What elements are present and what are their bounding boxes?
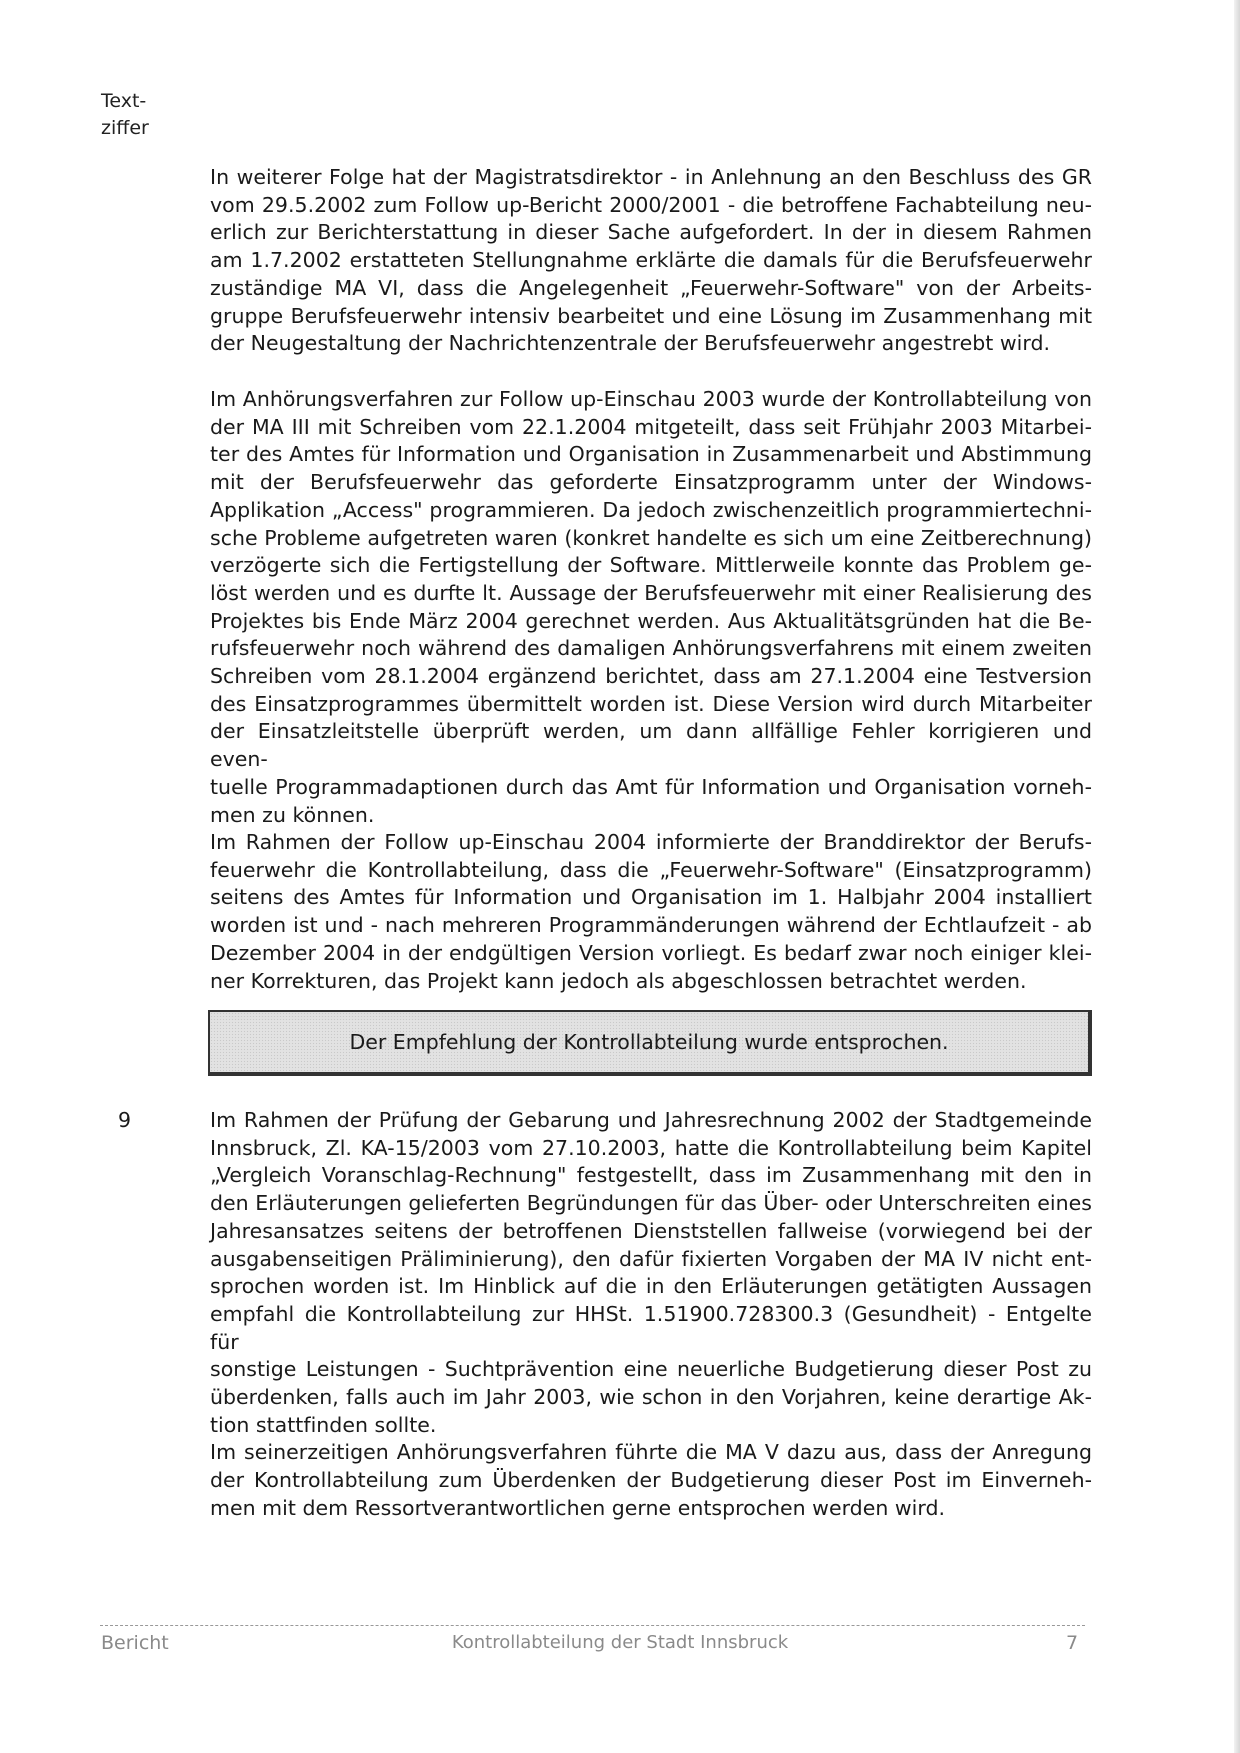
text-line: am 1.7.2002 erstatteten Stellungnahme erklärte die damals für die Berufsfeuerwehr <box>210 248 1092 273</box>
text-line: der MA III mit Schreiben vom 22.1.2004 mitgeteilt, dass seit Frühjahr 2003 Mitarbei- <box>210 414 1092 439</box>
text-line: Im seinerzeitigen Anhörungsverfahren führte die MA V dazu aus, dass der Anregung <box>210 1440 1092 1465</box>
text-line: tion stattfinden sollte. <box>210 1412 437 1437</box>
footer-page-number: 7 <box>1066 1632 1079 1654</box>
text-line: rufsfeuerwehr noch während des damaligen Anhörungsverfahrens mit einem zweiten <box>210 636 1092 661</box>
text-line: empfahl die Kontrollabteilung zur HHSt. 1.51900.728300.3 (Gesundheit) - Entgelte für <box>210 1301 1092 1354</box>
text-line: Innsbruck, Zl. KA-15/2003 vom 27.10.2003, hatte die Kontrollabteilung beim Kapitel <box>210 1135 1092 1160</box>
text-line: men zu können. <box>210 802 375 827</box>
text-line: tuelle Programmadaptionen durch das Amt für Information und Organisation vorneh- <box>210 774 1092 799</box>
text-line: der Kontrollabteilung zum Überdenken der Budgetierung dieser Post im Einverneh- <box>210 1468 1092 1493</box>
text-line: den Erläuterungen gelieferten Begründungen für das Über- oder Unterschreiten eines <box>210 1191 1092 1216</box>
item-number: 9 <box>118 1108 132 1132</box>
text-line: sche Probleme aufgetreten waren (konkret handelte es sich um eine Zeitberechnung) <box>210 525 1092 550</box>
text-line: des Einsatzprogrammes übermittelt worden ist. Diese Version wird durch Mitarbeiter <box>210 691 1092 716</box>
text-line: Projektes bis Ende März 2004 gerechnet werden. Aus Aktualitätsgründen hat die Be- <box>210 608 1092 633</box>
footer-left: Bericht <box>101 1632 169 1654</box>
recommendation-notice-box <box>208 1010 1092 1076</box>
text-line: Jahresansatzes seitens der betroffenen Dienststellen fallweise (vorwiegend bei der <box>210 1218 1092 1243</box>
paragraph-2 <box>210 386 1092 829</box>
text-line: der Einsatzleitstelle überprüft werden, um dann allfällige Fehler korrigieren und even- <box>210 719 1092 772</box>
text-line: seitens des Amtes für Information und Organisation im 1. Halbjahr 2004 installiert <box>210 885 1092 910</box>
text-line: sprochen worden ist. Im Hinblick auf die in den Erläuterungen getätigten Aussagen <box>210 1274 1092 1299</box>
text-line: Dezember 2004 in der endgültigen Version vorliegt. Es bedarf zwar noch einiger klei- <box>210 940 1092 965</box>
text-line: ausgabenseitigen Präliminierung), den dafür fixierten Vorgaben der MA IV nicht ent- <box>210 1246 1092 1271</box>
footer-rule <box>100 1625 1085 1626</box>
text-line: vom 29.5.2002 zum Follow up-Bericht 2000/2001 - die betroffene Fachabteilung neu- <box>210 192 1092 217</box>
text-line: men mit dem Ressortverantwortlichen gerne entsprochen werden wird. <box>210 1495 946 1520</box>
text-line: sonstige Leistungen - Suchtprävention eine neuerliche Budgetierung dieser Post zu <box>210 1357 1092 1382</box>
text-line: der Neugestaltung der Nachrichtenzentrale der Berufsfeuerwehr angestrebt wird. <box>210 331 1051 356</box>
scan-edge <box>1234 0 1240 1753</box>
text-line: Im Rahmen der Follow up-Einschau 2004 informierte der Branddirektor der Berufs- <box>210 830 1092 854</box>
text-line: ter des Amtes für Information und Organisation in Zusammenarbeit und Abstimmung <box>210 442 1092 467</box>
text-line: löst werden und es durfte lt. Aussage der Berufsfeuerwehr mit einer Realisierung des <box>210 580 1092 605</box>
text-line: In weiterer Folge hat der Magistratsdirektor - in Anlehnung an den Beschluss des GR <box>210 165 1092 189</box>
text-line: „Vergleich Voranschlag-Rechnung" festgestellt, dass im Zusammenhang mit den in <box>210 1163 1092 1188</box>
text-line: feuerwehr die Kontrollabteilung, dass die „Feuerwehr-Software" (Einsatzprogramm) <box>210 857 1092 882</box>
text-line: verzögerte sich die Fertigstellung der Software. Mittlerweile konnte das Problem ge- <box>210 553 1092 578</box>
text-line: Applikation „Access" programmieren. Da jedoch zwischenzeitlich programmiertechni- <box>210 497 1092 522</box>
margin-label <box>101 88 149 142</box>
text-line: erlich zur Berichterstattung in dieser Sache aufgefordert. In der in diesem Rahmen <box>210 220 1092 245</box>
footer-center: Kontrollabteilung der Stadt Innsbruck <box>451 1632 789 1653</box>
text-line: gruppe Berufsfeuerwehr intensiv bearbeitet und eine Lösung im Zusammenhang mit <box>210 303 1092 328</box>
margin-label-line2: ziffer <box>101 117 149 139</box>
text-line: mit der Berufsfeuerwehr das geforderte Einsatzprogramm unter der Windows- <box>210 470 1092 495</box>
paragraph-4 <box>210 1107 1092 1523</box>
text-line: Im Anhörungsverfahren zur Follow up-Einschau 2003 wurde der Kontrollabteilung von <box>210 387 1092 411</box>
text-line: Im Rahmen der Prüfung der Gebarung und Jahresrechnung 2002 der Stadtgemeinde <box>210 1108 1092 1132</box>
text-line: ner Korrekturen, das Projekt kann jedoch als abgeschlossen betrachtet werden. <box>210 968 1027 993</box>
paragraph-3 <box>210 829 1092 995</box>
text-line: worden ist und - nach mehreren Programmänderungen während der Echtlaufzeit - ab <box>210 913 1092 938</box>
paragraph-1 <box>210 164 1092 358</box>
text-line: zuständige MA VI, dass die Angelegenheit „Feuerwehr-Software" von der Arbeits- <box>210 275 1092 300</box>
margin-label-line1: Text- <box>101 90 147 112</box>
text-line: Schreiben vom 28.1.2004 ergänzend berichtet, dass am 27.1.2004 eine Testversion <box>210 664 1092 689</box>
text-line: überdenken, falls auch im Jahr 2003, wie schon in den Vorjahren, keine derartige Ak- <box>210 1385 1092 1410</box>
recommendation-notice-text: Der Empfehlung der Kontrollabteilung wurde entsprochen. <box>349 1030 949 1054</box>
